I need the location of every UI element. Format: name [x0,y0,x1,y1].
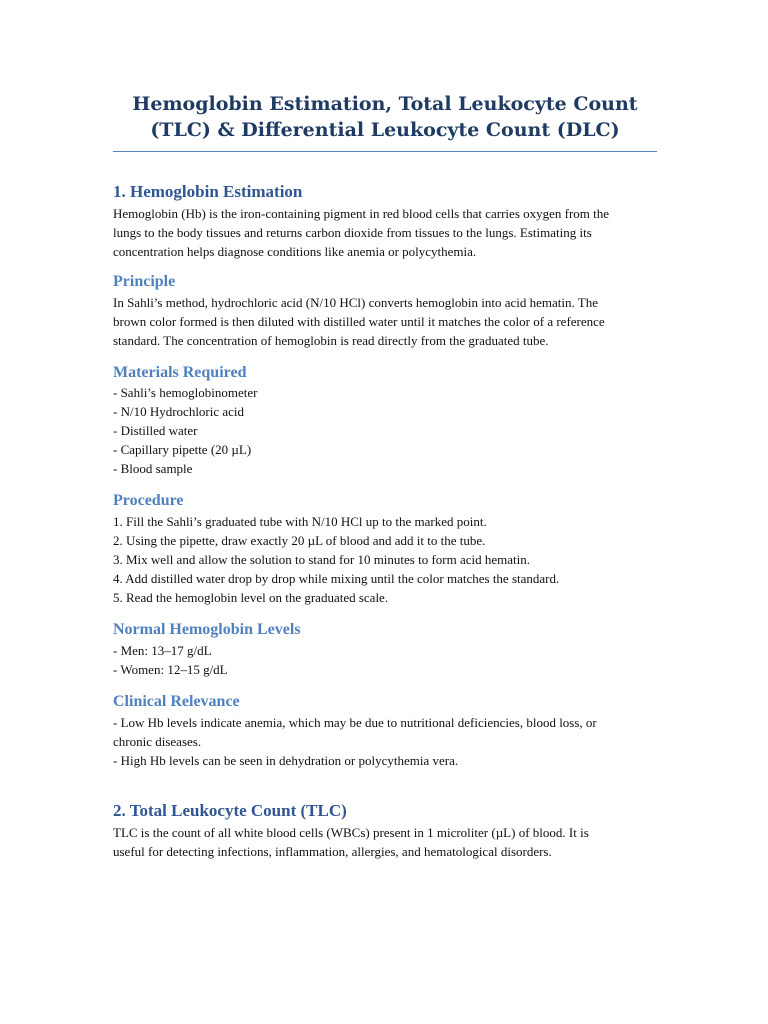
list-item: - N/10 Hydrochloric acid [113,404,245,419]
list-item: - Women: 12–15 g/dL [113,662,228,677]
list-item: - Sahli’s hemoglobinometer [113,385,258,400]
section-2-intro [113,823,657,861]
procedure-step: 5. Read the hemoglobin level on the graduated scale. [113,590,389,605]
list-item: - Men: 13–17 g/dL [113,643,212,658]
title-line-2: (TLC) & Differential Leukocyte Count (DLC) [150,119,620,141]
intro-line: useful for detecting infections, inflammation, allergies, and hematological disorders. [113,844,552,859]
document-title [113,0,657,143]
intro-line: TLC is the count of all white blood cells (WBCs) present in 1 microliter (µL) of blood. It is [113,825,589,840]
procedure-step: 4. Add distilled water drop by drop while mixing until the color matches the standard. [113,571,560,586]
principle-line: brown color formed is then diluted with distilled water until it matches the color of a reference [113,314,605,329]
intro-line: concentration helps diagnose conditions like anemia or polycythemia. [113,244,477,259]
normal-levels-heading: Normal Hemoglobin Levels [113,621,301,638]
section-2-heading: 2. Total Leukocyte Count (TLC) [113,801,347,820]
procedure-step: 3. Mix well and allow the solution to stand for 10 minutes to form acid hematin. [113,552,531,567]
materials-heading: Materials Required [113,364,247,381]
procedure-steps [113,512,657,607]
list-item: - Distilled water [113,423,198,438]
clinical-line: - Low Hb levels indicate anemia, which may be due to nutritional deficiencies, blood loss, or [113,715,597,730]
procedure-step: 2. Using the pipette, draw exactly 20 µL of blood and add it to the tube. [113,533,486,548]
section-1-heading: 1. Hemoglobin Estimation [113,182,303,201]
section-1-intro [113,204,657,261]
normal-levels-list [113,641,657,679]
clinical-line: - High Hb levels can be seen in dehydration or polycythemia vera. [113,753,459,768]
materials-list [113,383,657,478]
principle-text [113,293,657,350]
principle-heading: Principle [113,273,176,290]
document-page [113,0,657,861]
list-item: - Capillary pipette (20 µL) [113,442,252,457]
procedure-heading: Procedure [113,492,184,509]
clinical-relevance-text [113,713,657,770]
intro-line: Hemoglobin (Hb) is the iron-containing pigment in red blood cells that carries oxygen from the [113,206,610,221]
principle-line: standard. The concentration of hemoglobin is read directly from the graduated tube. [113,333,549,348]
title-line-1: Hemoglobin Estimation, Total Leukocyte Count [132,93,638,115]
clinical-line: chronic diseases. [113,734,202,749]
procedure-step: 1. Fill the Sahli’s graduated tube with N/10 HCl up to the marked point. [113,514,487,529]
list-item: - Blood sample [113,461,193,476]
intro-line: lungs to the body tissues and returns carbon dioxide from tissues to the lungs. Estimating its [113,225,592,240]
title-divider [113,151,657,152]
principle-line: In Sahli’s method, hydrochloric acid (N/10 HCl) converts hemoglobin into acid hematin. The [113,295,598,310]
clinical-relevance-heading: Clinical Relevance [113,693,240,710]
